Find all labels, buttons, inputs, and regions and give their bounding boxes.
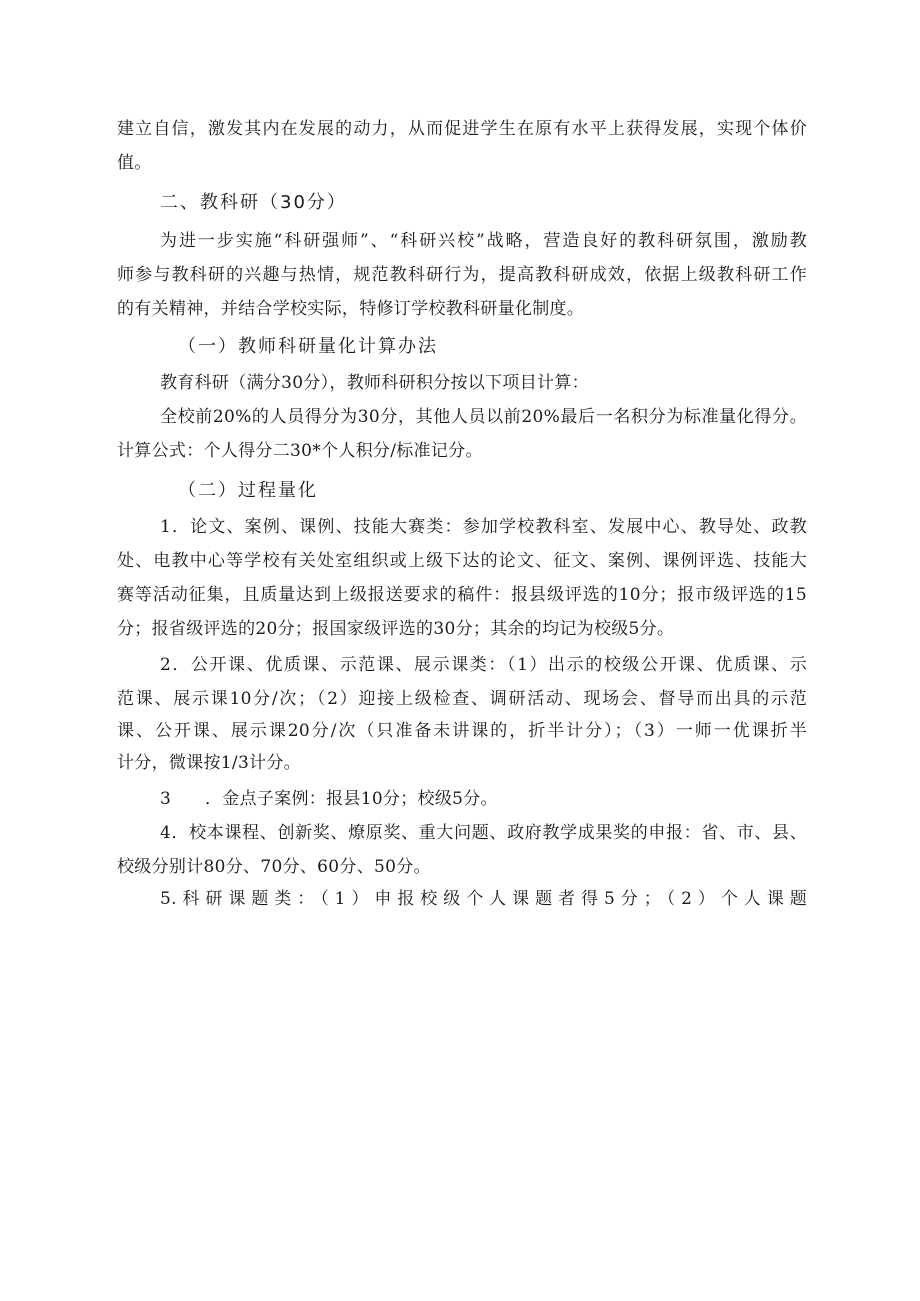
section-para-line-2: 师参与教科研的兴趣与热情，规范教科研行为，提高教科研成效，依据上级教科研工作 xyxy=(117,265,807,285)
subsection-heading-1: （一）教师科研量化计算办法 xyxy=(178,336,438,357)
item-4-line-1: 4．校本课程、创新奖、燎原奖、重大问题、政府教学成果奖的申报：省、市、县、 xyxy=(160,823,807,843)
item-2-line-3: 课、公开课、展示课20分/次（只准备未讲课的，折半计分）；（3）一师一优课折半 xyxy=(117,721,807,741)
section-para-line-1: 为进一步实施“科研强师”、“科研兴校”战略，营造良好的教科研氛围，激励教 xyxy=(160,231,807,251)
sub1-paragraph-2-line-1: 全校前20%的人员得分为30分，其他人员以前20%最后一名积分为标准量化得分。 xyxy=(160,407,807,427)
item-2-line-1: 2．公开课、优质课、示范课、展示课类：（1）出示的校级公开课、优质课、示 xyxy=(160,655,807,675)
item-4-line-2: 校级分别计80分、70分、60分、50分。 xyxy=(117,857,431,877)
intro-line-1: 建立自信，激发其内在发展的动力，从而促进学生在原有水平上获得发展，实现个体价 xyxy=(117,119,807,139)
subsection-heading-2: （二）过程量化 xyxy=(178,480,318,501)
item-1-line-2: 处、电教中心等学校有关处室组织或上级下达的论文、征文、案例、课例评选、技能大 xyxy=(117,551,807,571)
item-2-line-2: 范课、展示课10分/次；（2）迎接上级检查、调研活动、现场会、督导而出具的示范 xyxy=(117,689,807,709)
section-heading-research: 二、教科研（30分） xyxy=(160,192,347,213)
item-3-text: ．金点子案例：报县10分；校级5分。 xyxy=(205,789,498,809)
intro-line-2: 值。 xyxy=(117,153,152,173)
item-3-number: 3 xyxy=(160,789,172,809)
item-5-line-1: 5.科研课题类：（1）申报校级个人课题者得5分；（2）个人课题 xyxy=(160,889,807,909)
sub1-paragraph-1: 教育科研（满分30分），教师科研积分按以下项目计算： xyxy=(160,373,589,393)
item-2-line-4: 计分，微课按1/3计分。 xyxy=(117,753,301,773)
item-1-line-3: 赛等活动征集，且质量达到上级报送要求的稿件：报县级评选的10分；报市级评选的15 xyxy=(117,585,807,605)
item-1-line-4: 分；报省级评选的20分；报国家级评选的30分；其余的均记为校级5分。 xyxy=(117,619,675,639)
sub1-paragraph-2-line-2: 计算公式：个人得分二30*个人积分/标准记分。 xyxy=(117,441,483,461)
section-para-line-3: 的有关精神，并结合学校实际，特修订学校教科研量化制度。 xyxy=(117,299,585,319)
item-1-line-1: 1．论文、案例、课例、技能大赛类：参加学校教科室、发展中心、教导处、政教 xyxy=(160,517,807,537)
